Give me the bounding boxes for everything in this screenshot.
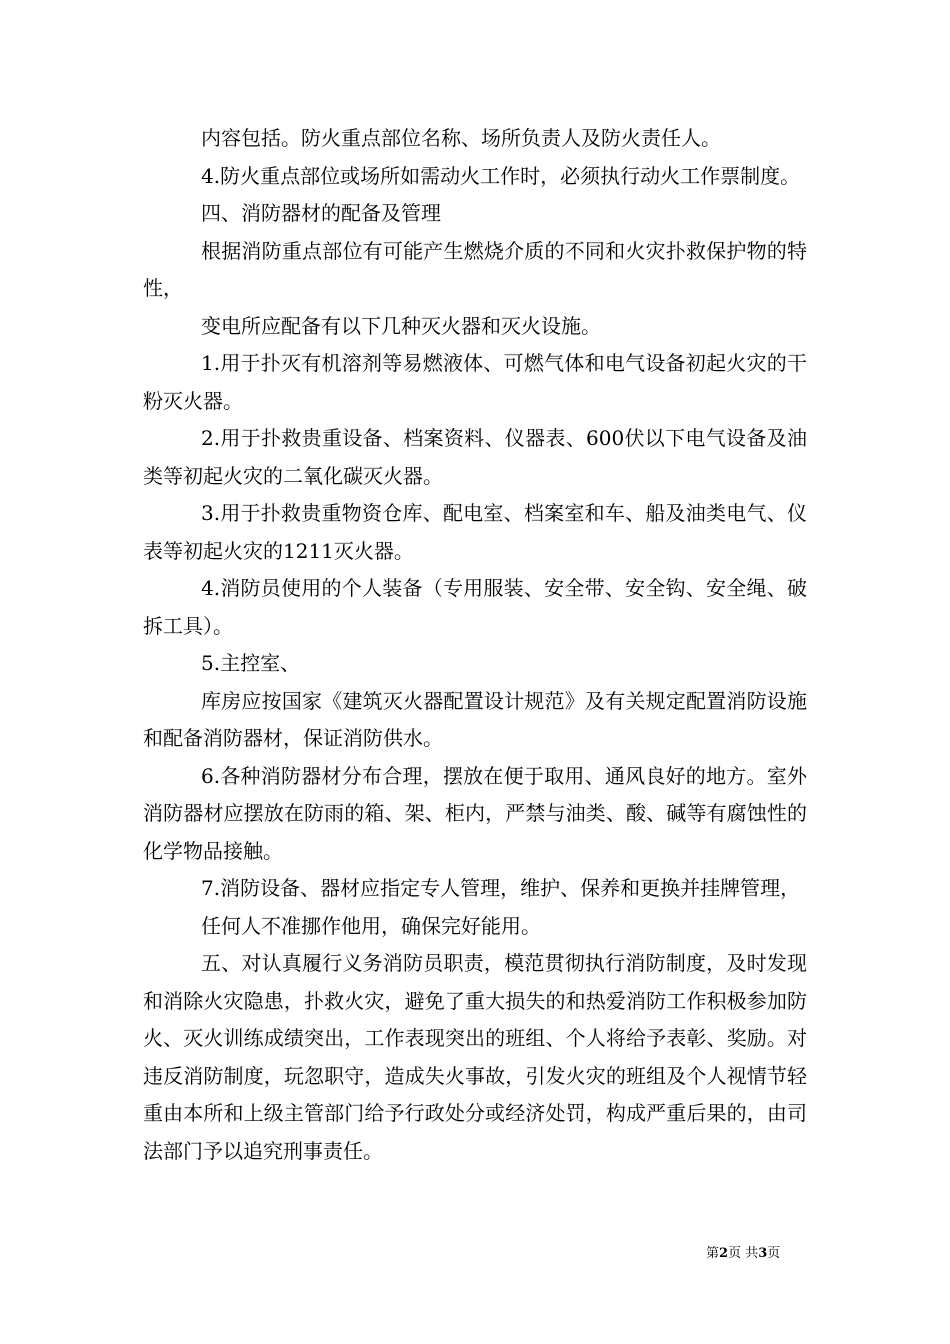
paragraph: 内容包括。防火重点部位名称、场所负责人及防火责任人。 — [201, 126, 721, 150]
current-page-number: 2 — [719, 1246, 729, 1261]
footer-prefix: 第 — [706, 1246, 720, 1261]
paragraph: 库房应按国家《建筑灭火器配置设计规范》及有关规定配置消防设施和配备消防器材，保证消防供水。 — [143, 688, 807, 750]
total-pages-number: 3 — [758, 1246, 768, 1261]
list-item: 6.各种消防器材分布合理，摆放在便于取用、通风良好的地方。室外消防器材应摆放在防雨的箱、架、柜内，严禁与油类、酸、碱等有腐蚀性的化学物品接触。 — [143, 763, 807, 863]
paragraph: 根据消防重点部位有可能产生燃烧介质的不同和火灾扑救保护物的特性， — [143, 238, 807, 300]
paragraph: 任何人不准挪作他用，确保完好能用。 — [201, 913, 541, 938]
section-heading: 五、对认真履行义务消防员职责，模范贯彻执行消防制度，及时发现和消除火灾隐患，扑救火灾，避免了重大损失的和热爱消防工作积极参加防火、灭火训练成绩突出，工作表现突出的班组、个人将给予表彰、奖励。对违反消防制度，玩忽职守，造成失火事故，引发火灾的班组及个人视情节轻重由本所和上级主管部门给予行政处分或经济处罚，构成严重后果的，由司法部门予以追究刑事责任。 — [143, 951, 807, 1163]
list-item: 4.消防员使用的个人装备（专用服装、安全带、安全钩、安全绳、破拆工具）。 — [143, 576, 807, 638]
page-number-footer — [706, 1246, 810, 1262]
footer-middle: 页 共 — [728, 1246, 759, 1261]
section-heading: 四、消防器材的配备及管理 — [201, 201, 441, 225]
list-item: 5.主控室、 — [201, 651, 301, 675]
footer-suffix: 页 — [767, 1246, 781, 1261]
paragraph: 4.防火重点部位或场所如需动火工作时，必须执行动火工作票制度。 — [201, 163, 801, 188]
list-item: 2.用于扑救贵重设备、档案资料、仪器表、600伏以下电气设备及油类等初起火灾的二氧化碳灭火器。 — [143, 426, 807, 488]
list-item: 7.消防设备、器材应指定专人管理，维护、保养和更换并挂牌管理， — [201, 876, 801, 900]
list-item: 3.用于扑救贵重物资仓库、配电室、档案室和车、船及油类电气、仪表等初起火灾的1211灭火器。 — [143, 501, 807, 563]
paragraph: 变电所应配备有以下几种灭火器和灭火设施。 — [201, 313, 601, 338]
list-item: 1.用于扑灭有机溶剂等易燃液体、可燃气体和电气设备初起火灾的干粉灭火器。 — [143, 351, 807, 413]
body-text — [143, 120, 807, 1170]
